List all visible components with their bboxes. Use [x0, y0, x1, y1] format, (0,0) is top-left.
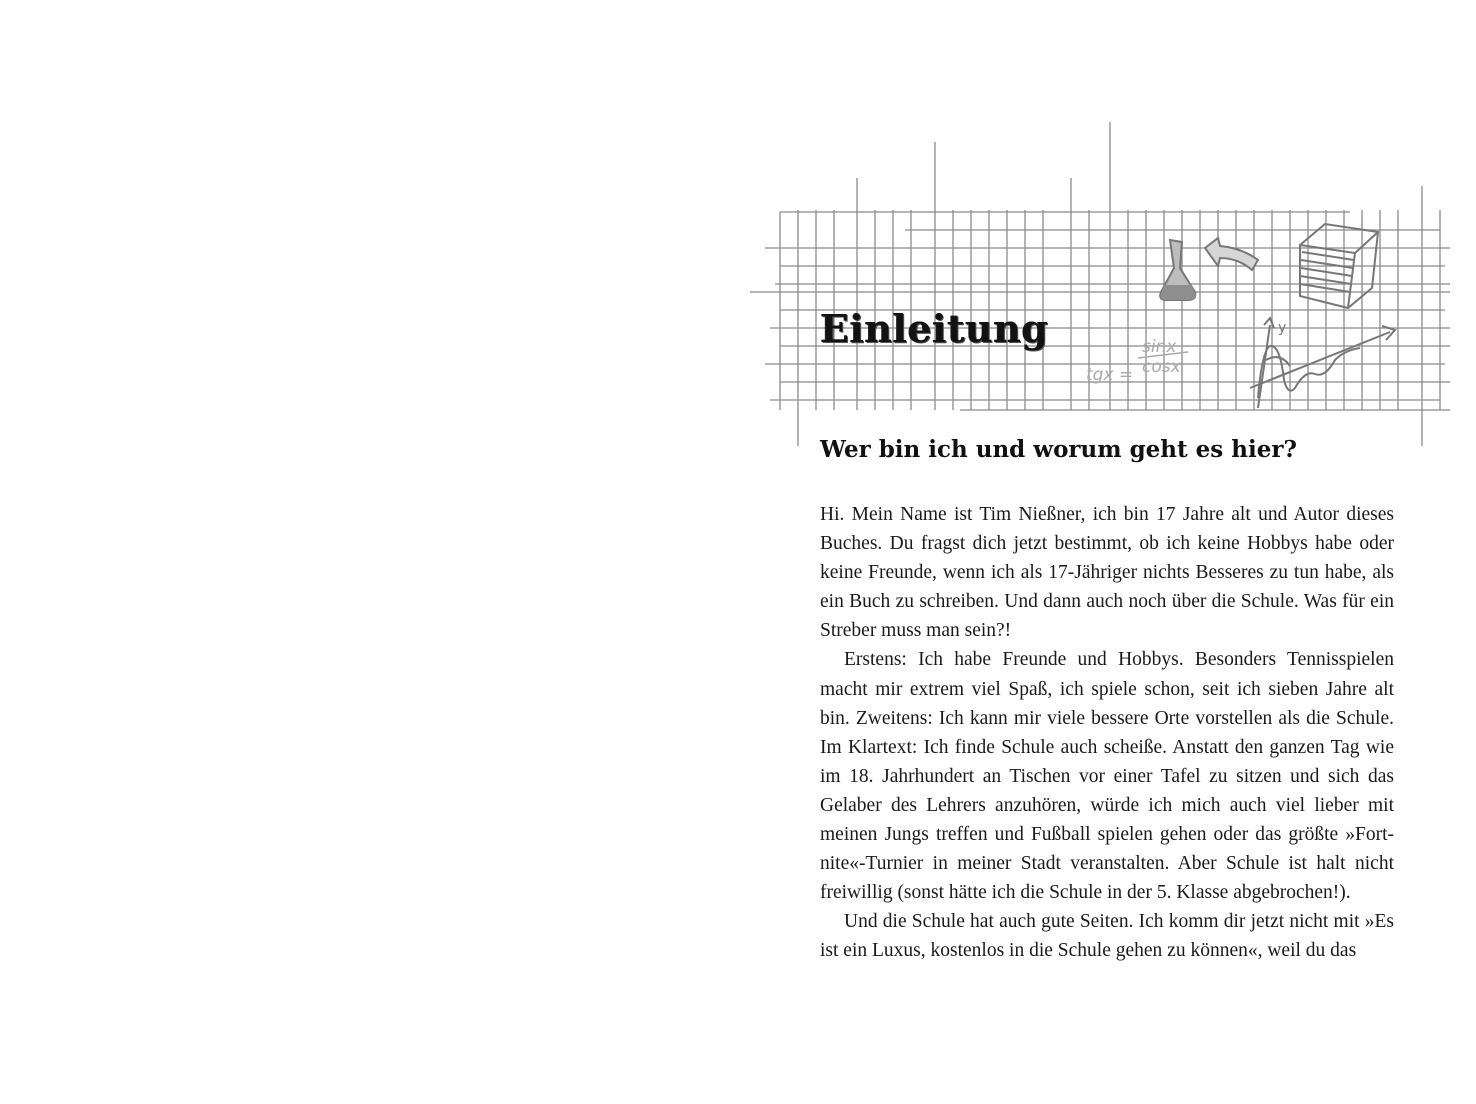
graph-axis-label: y: [1278, 320, 1287, 336]
formula-left: tgx =: [1086, 365, 1134, 385]
graph-paper-illustration: [750, 120, 1462, 450]
formula-numerator: sinx: [1142, 337, 1177, 357]
paragraph: Und die Schule hat auch gute Seiten. Ich komm dir jetzt nicht mit »Es ist ein Luxus, kostenlos in die Schule gehen zu können«, weil du das: [820, 911, 1394, 962]
formula-tangent: [1086, 337, 1188, 385]
body-text: [820, 500, 1394, 966]
curved-arrow-icon: [1205, 238, 1258, 270]
formula-denominator: cosx: [1142, 357, 1181, 377]
graph-paper-svg: [750, 120, 1462, 450]
flask-icon: [1160, 240, 1196, 300]
chapter-title: Einleitung: [820, 306, 1049, 351]
section-heading: Wer bin ich und worum geht es hier?: [820, 436, 1297, 463]
paragraph: Erstens: Ich habe Freunde und Hobbys. Besonders Tennisspielen macht mir extrem viel Spaß, ich spiele schon, seit ich sieben Jahre alt bin. Zweitens: Ich kann mir viele bessere Orte vorstellen als die Schule. Im Klartext: Ich finde Schule auch scheiße. Anstatt den ganzen Tag wie im 18. Jahrhundert an Tischen vor einer Tafel zu sitzen und sich das Gelaber des Lehrers anzuhören, würde ich mich auch viel lieber mit meinen Jungs treffen und Fußball spielen gehen oder das größte »Fortnite«-Turnier in meiner Stadt veranstalten. Aber Schule ist halt nicht freiwillig (sonst hätte ich die Schule in der 5. Klasse abgebrochen!).: [820, 649, 1394, 904]
paragraph: Hi. Mein Name ist Tim Nießner, ich bin 17 Jahre alt und Autor dieses Buches. Du fragst dich jetzt bestimmt, ob ich keine Hobbys habe oder keine Freunde, wenn ich als 17-Jähriger nichts Besseres zu tun habe, als ein Buch zu schreiben. Und dann auch noch über die Schule. Was für ein Streber muss man sein?!: [820, 504, 1394, 642]
